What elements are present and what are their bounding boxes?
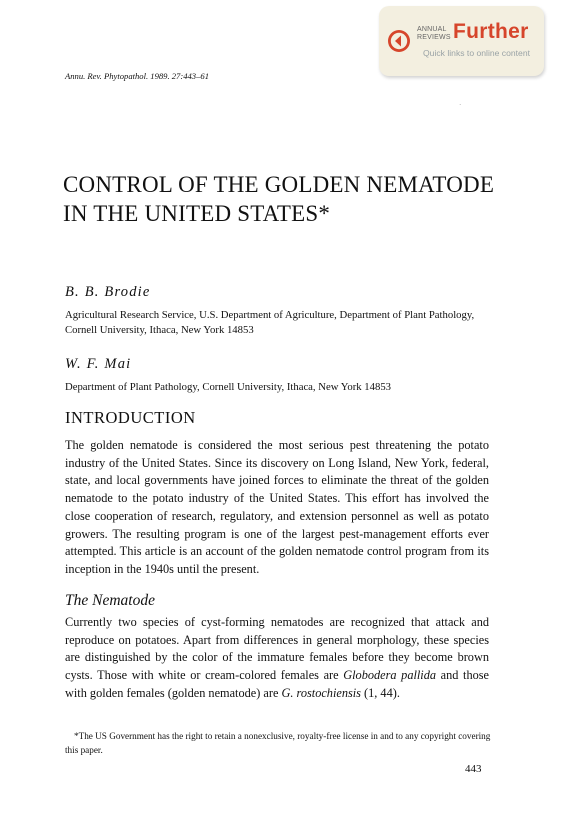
footnote: *The US Government has the right to retain a nonexclusive, royalty-free license in and to any copyright covering this paper. (65, 731, 491, 755)
badge-annual-text: ANNUAL (417, 26, 447, 33)
badge-reviews-text: REVIEWS (417, 33, 451, 41)
badge-further-label: Further (453, 20, 529, 43)
badge-subtitle: Quick links to online content (423, 48, 531, 58)
stray-mark: · (459, 101, 462, 109)
species-name-rostochiensis: G. rostochiensis (281, 685, 361, 700)
journal-citation: Annu. Rev. Phytopathol. 1989. 27:443–61 (65, 71, 209, 81)
page-number: 443 (465, 763, 482, 775)
author-name: W. F. Mai (65, 356, 132, 372)
species-name-pallida: Globodera pallida (343, 668, 437, 683)
author-affiliation: Agricultural Research Service, U.S. Department of Agriculture, Department of Plant Pathology, Cornell University, Ithaca, New York 14853 (65, 309, 475, 336)
chevron-left-icon (387, 29, 411, 53)
section-heading-introduction: INTRODUCTION (65, 408, 196, 427)
nematode-text-middle: and those with golden females (golden nematode) are (65, 668, 489, 700)
author-name: B. B. Brodie (65, 284, 151, 300)
article-title: CONTROL OF THE GOLDEN NEMATODE IN THE UNITED STATES* (63, 172, 495, 226)
nematode-text-before: Currently two species of cyst-forming nematodes are recognized that attack and reproduce on potatoes. Apart from differences in general morphology, these species are distinguished by the color of the immature females before they become brown cysts. Those with white or cream-colored females are (65, 615, 489, 683)
nematode-text-after: (1, 44). (360, 685, 400, 700)
annual-reviews-further-badge[interactable] (379, 6, 544, 76)
author-affiliation: Department of Plant Pathology, Cornell University, Ithaca, New York 14853 (65, 381, 392, 393)
introduction-paragraph: The golden nematode is considered the most serious pest threatening the potato industry of the United States. Since its discovery on Long Island, New York, federal, state, and local governments have joined forces to eliminate the threat of the golden nematode to the potato industry of the United States. This effort has involved the close cooperation of research, regulatory, and extension personnel as well as potato growers. The resulting program is one of the largest pest-management efforts ever attempted. This article is an account of the golden nematode control program from its inception in the 1940s until the present. (65, 438, 489, 576)
section-heading-the-nematode: The Nematode (65, 592, 155, 609)
badge-annual-reviews-label (417, 26, 451, 41)
nematode-paragraph (65, 614, 489, 703)
